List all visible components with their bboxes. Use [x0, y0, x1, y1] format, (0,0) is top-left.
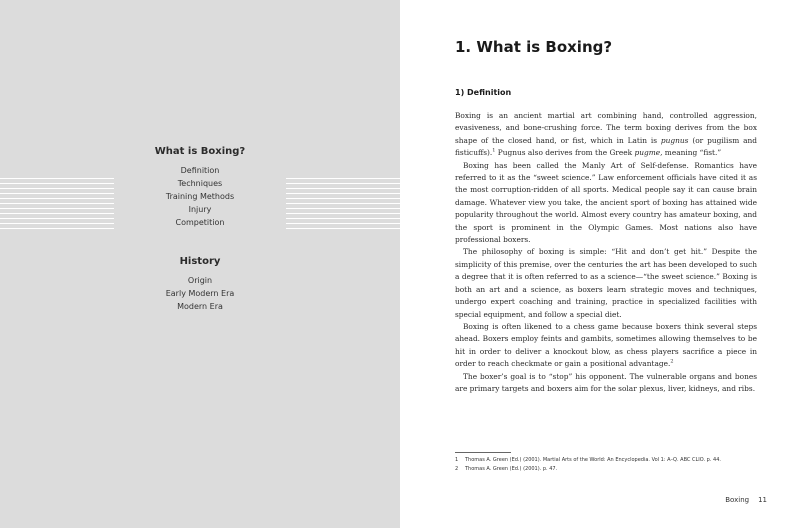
body-text — [455, 110, 757, 395]
toc-item-injury[interactable]: Injury — [188, 205, 212, 214]
toc-item-modern-era[interactable]: Modern Era — [177, 302, 223, 311]
running-footer — [725, 496, 767, 504]
toc-heading: What is Boxing? — [154, 146, 246, 157]
footnote-1 — [455, 456, 765, 465]
page-number: 11 — [758, 496, 767, 504]
toc-item-early-modern-era[interactable]: Early Modern Era — [165, 289, 235, 298]
text-run: Boxing is often likened to a chess game because boxers think several steps ahead. Boxers employ feints and gambits, sometimes allowing themselves to be hit in order to deliver a knockout blow, as chess players sacrifice a piece in order to reach checkmate or gain a positional advantage. — [455, 321, 757, 369]
toc-section-history — [114, 256, 286, 313]
section-title: 1) Definition — [455, 88, 512, 97]
toc-item-competition[interactable]: Competition — [175, 218, 225, 227]
footnote-ref-2[interactable]: 2 — [670, 358, 674, 365]
paragraph-2: Boxing has been called the Manly Art of Self-defense. Romantics have referred to it as the “sweet science.” Law enforcement officials have cited it as the most corruption-ridden of all sports. Medical people say it can cause brain damage. Whatever view you take, the ancient sport of boxing has attained wide popularity throughout the world. Almost every country has amateur boxing, and the sport is prominent in the Olympic Games. Most nations also have professional boxers. — [455, 160, 757, 245]
text-run: Pugnus also derives from the Greek — [495, 148, 635, 158]
paragraph-5: The boxer’s goal is to “stop” his opponent. The vulnerable organs and bones are primary targets and boxers aim for the solar plexus, liver, kidneys, and ribs. — [455, 371, 757, 393]
footnote-divider — [455, 452, 511, 453]
footnote-ref-1[interactable]: 1 — [492, 147, 496, 154]
paragraph-1 — [455, 110, 757, 160]
footnote-text: Thomas A. Green (Ed.) (2001). p. 47. — [465, 466, 558, 472]
decorative-lines-right — [286, 178, 400, 230]
footnote-number: 1 — [455, 457, 459, 463]
italic-term: pugme — [634, 148, 661, 158]
footnote-number: 2 — [455, 466, 459, 472]
footnote-text: Thomas A. Green (Ed.) (2001). Martial Arts of the World: An Encyclopedia. Vol 1: A–Q. ABC CLIO. p. 44. — [465, 457, 721, 463]
chapter-title: 1. What is Boxing? — [455, 38, 613, 56]
italic-term: pugnus — [660, 135, 689, 145]
toc-item-training-methods[interactable]: Training Methods — [165, 192, 235, 201]
toc-heading: History — [179, 256, 221, 267]
footnotes — [455, 456, 765, 474]
toc-item-techniques[interactable]: Techniques — [177, 179, 223, 188]
decorative-lines-left — [0, 178, 114, 230]
text-run: , meaning “fist.” — [660, 148, 722, 158]
toc-item-definition[interactable]: Definition — [180, 166, 220, 175]
paragraph-3: The philosophy of boxing is simple: “Hit and don’t get hit.” Despite the simplicity of this premise, over the centuries the art has been developed to such a degree that it is often referred to as a science—“the sweet science.” Boxing is both an art and a science, as boxers learn strategic moves and techniques, undergo expert coaching and training, practice in specialized facilities with special equipment, and follow a special diet. — [455, 247, 757, 319]
footnote-2 — [455, 465, 765, 474]
text-run: Boxing is an ancient martial art combining hand, controlled aggression, evasiveness, and bone-crushing force. The term boxing derives from the box shape of the closed hand, or fist, which in Latin is — [455, 111, 757, 145]
text-run: (or pugilism and fisticuffs). — [455, 135, 757, 158]
running-footer-label: Boxing — [725, 496, 750, 504]
toc-section-what-is-boxing — [114, 146, 286, 229]
paragraph-4 — [455, 321, 757, 371]
toc-item-origin[interactable]: Origin — [187, 276, 213, 285]
right-page — [400, 0, 800, 528]
